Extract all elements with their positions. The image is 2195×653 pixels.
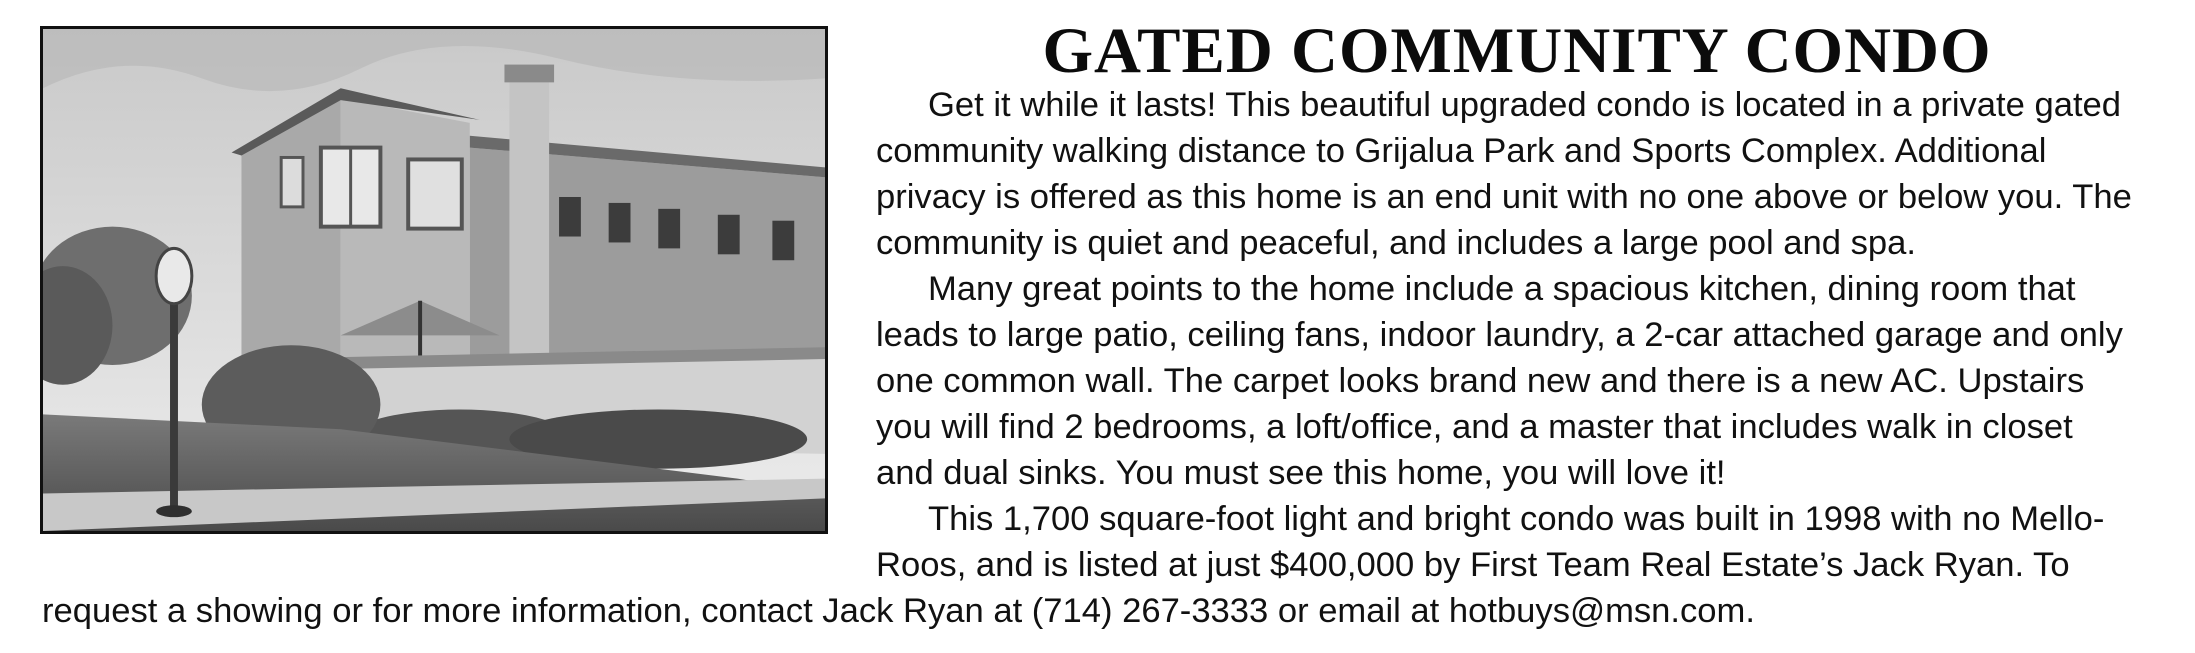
paragraph-3-line-2: Roos, and is listed at just $400,000 by First Team Real Estate’s Jack Ryan. To xyxy=(876,546,2070,584)
condo-photo-illustration xyxy=(43,29,825,531)
condo-photo xyxy=(40,26,828,534)
paragraph-1-line-2: community walking distance to Grijalua Park and Sports Complex. Additional xyxy=(876,132,2047,170)
paragraph-1-line-3: privacy is offered as this home is an end unit with no one above or below you. The xyxy=(876,178,2132,216)
paragraph-2-line-3: one common wall. The carpet looks brand new and there is a new AC. Upstairs xyxy=(876,362,2085,400)
paragraph-1-line-1: Get it while it lasts! This beautiful upgraded condo is located in a private gated xyxy=(928,86,2122,124)
paragraph-3-line-1: This 1,700 square-foot light and bright condo was built in 1998 with no Mello- xyxy=(928,500,2105,538)
paragraph-3-line-3: request a showing or for more information, contact Jack Ryan at (714) 267-3333 or email at hotbuys@msn.com. xyxy=(42,592,1755,630)
paragraph-1-line-4: community is quiet and peaceful, and includes a large pool and spa. xyxy=(876,224,1916,262)
listing-headline: GATED COMMUNITY CONDO xyxy=(1042,15,1992,87)
paragraph-2-line-1: Many great points to the home include a spacious kitchen, dining room that xyxy=(928,270,2076,308)
paragraph-2-line-4: you will find 2 bedrooms, a loft/office, and a master that includes walk in closet xyxy=(876,408,2073,446)
paragraph-2-line-5: and dual sinks. You must see this home, you will love it! xyxy=(876,454,1726,492)
paragraph-2-line-2: leads to large patio, ceiling fans, indoor laundry, a 2-car attached garage and only xyxy=(876,316,2123,354)
